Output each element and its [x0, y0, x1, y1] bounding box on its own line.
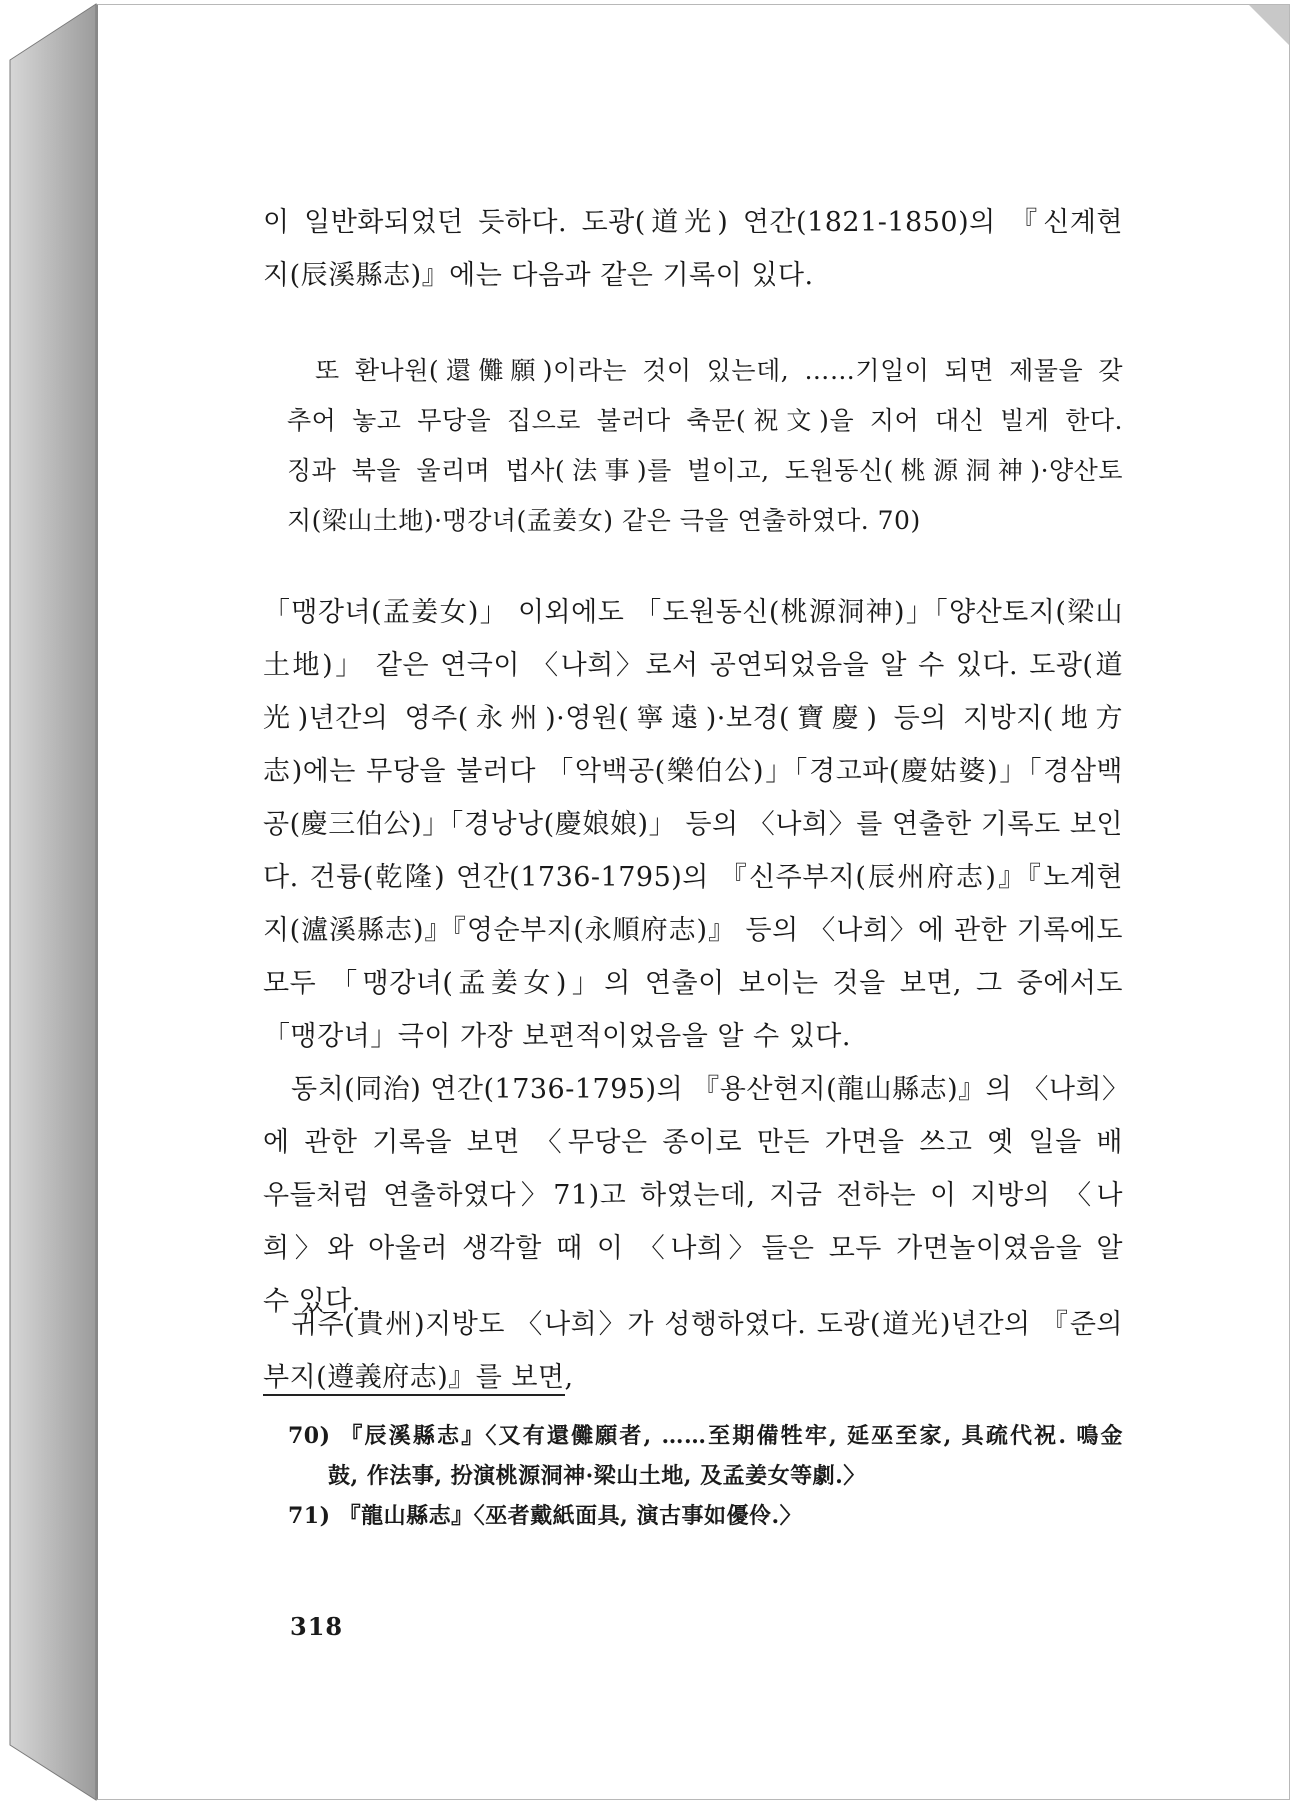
text-line: 지(瀘溪縣志)』『영순부지(永順府志)』 등의 〈나희〉에 관한 기록에도	[263, 915, 1123, 946]
quote-line: 또 환나원(還儺願)이라는 것이 있는데, ……기일이 되면 제물을 갖	[315, 356, 1123, 385]
text-line: 수 있다.	[263, 1286, 361, 1317]
book-spine	[0, 0, 100, 1806]
text-line: 이 일반화되었던 듯하다. 도광(道光) 연간(1821-1850)의 『신계현	[263, 207, 1123, 238]
quote-line: 추어 놓고 무당을 집으로 불러다 축문(祝文)을 지어 대신 빌게 한다.	[287, 406, 1123, 435]
text-line: 모두 「맹강녀(孟姜女)」의 연출이 보이는 것을 보면, 그 중에서도	[263, 968, 1123, 999]
text-line: 光)년간의 영주(永州)·영원(寧遠)·보경(寶慶) 등의 지방지(地方	[263, 703, 1123, 734]
text-line: 에 관한 기록을 보면 〈무당은 종이로 만든 가면을 쓰고 옛 일을 배	[263, 1127, 1123, 1158]
text-line: 土地)」 같은 연극이 〈나희〉로서 공연되었음을 알 수 있다. 도광(道	[263, 650, 1123, 681]
page-corner	[1249, 5, 1289, 45]
text-line: 부지(遵義府志)』를 보면,	[263, 1362, 574, 1393]
quote-line: 징과 북을 울리며 법사(法事)를 벌이고, 도원동신(桃源洞神)·양산토	[287, 456, 1123, 485]
text-line: 희〉와 아울러 생각할 때 이 〈나희〉들은 모두 가면놀이였음을 알	[263, 1233, 1123, 1264]
quote-line: 지(梁山土地)·맹강녀(孟姜女) 같은 극을 연출하였다. 70)	[287, 506, 921, 535]
text-line: 동치(同治) 연간(1736-1795)의 『용산현지(龍山縣志)』의 〈나희〉	[291, 1074, 1130, 1105]
text-line: 지(辰溪縣志)』에는 다음과 같은 기록이 있다.	[263, 260, 814, 291]
text-line: 다. 건륭(乾隆) 연간(1736-1795)의 『신주부지(辰州府志)』『노계현	[263, 862, 1123, 893]
text-line: 「맹강녀」극이 가장 보편적이었음을 알 수 있다.	[263, 1021, 851, 1052]
footnote-rule	[263, 1394, 565, 1396]
footnote-line: 71) 『龍山縣志』〈巫者戴紙面具, 演古事如優伶.〉	[288, 1503, 803, 1529]
text-line: 우들처럼 연출하였다〉71)고 하였는데, 지금 전하는 이 지방의 〈나	[263, 1180, 1123, 1211]
footnote-line: 70) 『辰溪縣志』〈又有還儺願者, ……至期備牲牢, 延巫至家, 具疏代祝. 鳴金	[288, 1423, 1123, 1449]
text-line: 志)에는 무당을 불러다 「악백공(樂伯公)」「경고파(慶姑婆)」「경삼백	[263, 756, 1123, 787]
page-number: 318	[290, 1612, 344, 1641]
text-line: 공(慶三伯公)」「경낭낭(慶娘娘)」 등의 〈나희〉를 연출한 기록도 보인	[263, 809, 1123, 840]
text-line: 「맹강녀(孟姜女)」 이외에도 「도원동신(桃源洞神)」「양산토지(梁山	[263, 597, 1123, 628]
text-line: 귀주(貴州)지방도 〈나희〉가 성행하였다. 도광(道光)년간의 『준의	[291, 1309, 1123, 1340]
footnote-line: 鼓, 作法事, 扮演桃源洞神·梁山土地, 及孟姜女等劇.〉	[328, 1463, 866, 1489]
